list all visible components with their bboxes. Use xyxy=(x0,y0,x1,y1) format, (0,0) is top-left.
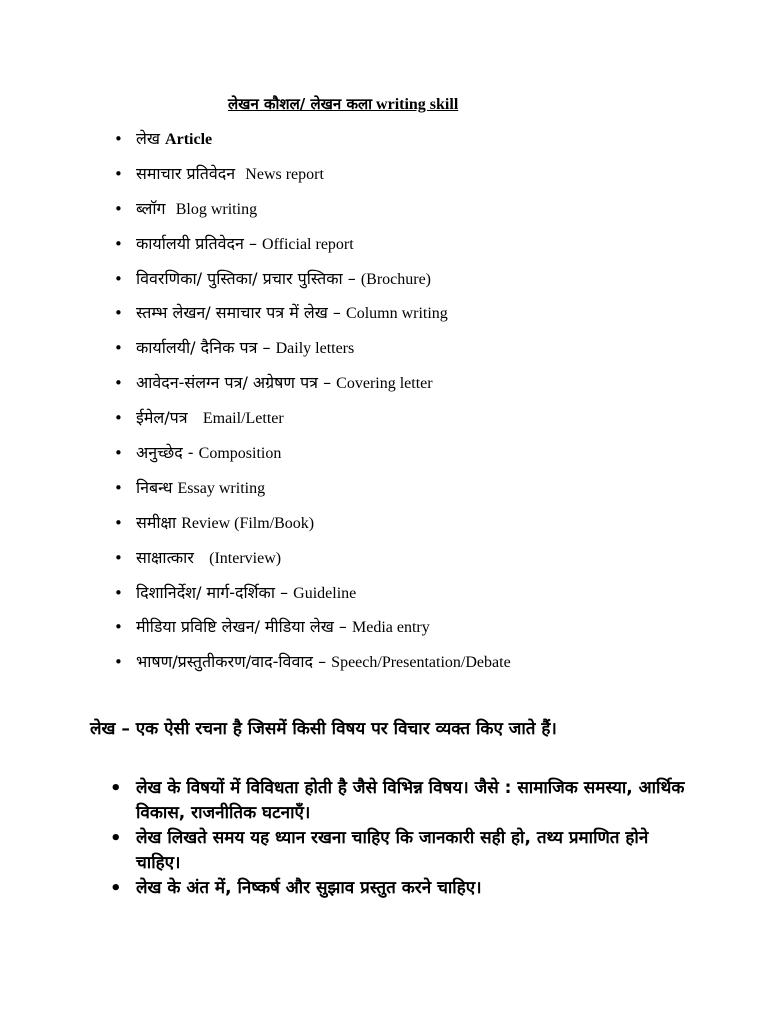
bullet-icon: • xyxy=(110,828,122,849)
list-item-english: Composition xyxy=(198,445,282,463)
list-item-text xyxy=(136,122,212,158)
list-item-separator: – xyxy=(257,338,276,358)
title-english: writing skill xyxy=(376,96,459,113)
bullet-icon: • xyxy=(114,513,123,532)
list-item-text xyxy=(136,436,281,472)
list-item-separator: – xyxy=(243,233,263,253)
list-item-separator: – xyxy=(318,373,337,393)
list-item xyxy=(0,122,768,157)
list-item xyxy=(0,262,768,297)
list-item-english: (Interview) xyxy=(209,549,282,567)
list-item-text xyxy=(136,366,433,402)
list-item xyxy=(0,227,768,262)
list-item-hindi: समाचार प्रतिवेदन xyxy=(136,163,236,183)
bullet-icon: • xyxy=(114,234,123,253)
list-item-hindi: ब्लॉग xyxy=(136,198,166,218)
intro-paragraph: लेख – एक ऐसी रचना है जिसमें किसी विषय पर विचार व्यक्त किए जाते हैं। xyxy=(90,719,557,739)
list-item xyxy=(0,506,768,541)
list-item-english: Blog writing xyxy=(175,200,258,218)
list-item-hindi: समीक्षा xyxy=(136,512,177,532)
list-item-text xyxy=(136,192,257,228)
list-item-text xyxy=(136,331,354,367)
page-title xyxy=(228,94,458,114)
list-item xyxy=(110,826,696,876)
list-item-hindi: कार्यालयी प्रतिवेदन xyxy=(136,233,244,253)
list-item-separator: – xyxy=(333,617,352,637)
list-item xyxy=(0,471,768,506)
bullet-icon: • xyxy=(110,778,122,799)
bullet-icon: • xyxy=(114,653,123,672)
list-item xyxy=(110,776,696,826)
bullet-icon: • xyxy=(114,164,123,183)
list-item-english: Review (Film/Book) xyxy=(181,514,315,532)
list-item xyxy=(0,157,768,192)
list-item-separator xyxy=(235,164,245,183)
list-item xyxy=(0,192,768,227)
list-item xyxy=(0,331,768,366)
list-item-english: Speech/Presentation/Debate xyxy=(331,654,511,672)
bullet-icon: • xyxy=(110,878,122,899)
list-item-english: Column writing xyxy=(346,305,448,323)
list-item-separator: – xyxy=(313,652,332,672)
list-item-separator: – xyxy=(342,268,361,288)
bullet-icon: • xyxy=(114,444,123,463)
list-item-hindi: कार्यालयी/ दैनिक पत्र xyxy=(136,338,258,358)
list-item-text xyxy=(136,471,265,507)
list-item-text xyxy=(136,610,430,646)
list-item-text xyxy=(136,576,356,612)
list-item-hindi: स्तम्भ लेखन/ समाचार पत्र में लेख xyxy=(136,303,328,323)
list-item-separator: – xyxy=(275,582,294,602)
title-hindi: लेखन कौशल/ लेखन कला xyxy=(228,95,373,113)
bullet-icon: • xyxy=(114,478,123,497)
list-item-text xyxy=(136,506,314,542)
list-item-separator xyxy=(188,408,203,427)
points-list xyxy=(0,776,768,901)
list-item-english: Essay writing xyxy=(177,479,266,497)
list-item-english: Guideline xyxy=(293,584,357,602)
bullet-icon: • xyxy=(114,409,123,428)
list-item xyxy=(0,366,768,401)
list-item-text xyxy=(136,645,511,681)
list-item xyxy=(110,876,696,901)
list-item xyxy=(0,645,768,680)
list-item xyxy=(0,401,768,436)
skills-list xyxy=(0,122,768,680)
point-text: लेख के अंत में, निष्कर्ष और सुझाव प्रस्तुत करने चाहिए। xyxy=(136,878,482,898)
list-item-english: (Brochure) xyxy=(360,270,431,288)
list-item xyxy=(0,296,768,331)
list-item-hindi: विवरणिका/ पुस्तिका/ प्रचार पुस्तिका xyxy=(136,268,343,288)
point-text: लेख के विषयों में विविधता होती है जैसे विभिन्न विषय। जैसे : सामाजिक समस्या, आर्थिक विकास, राजनीतिक घटनाएँ। xyxy=(136,778,685,823)
bullet-icon: • xyxy=(114,618,123,637)
list-item-text xyxy=(136,157,324,193)
list-item-hindi: निबन्ध xyxy=(136,477,173,497)
list-item-separator xyxy=(194,548,209,567)
bullet-icon: • xyxy=(114,130,123,148)
list-item-hindi: अनुच्छेद xyxy=(136,443,183,463)
list-item-text xyxy=(136,227,354,263)
point-text: लेख लिखते समय यह ध्यान रखना चाहिए कि जानकारी सही हो, तथ्य प्रमाणित होने चाहिए। xyxy=(136,828,649,873)
list-item-text xyxy=(136,401,284,437)
list-item-text xyxy=(136,541,281,577)
bullet-icon: • xyxy=(114,339,123,358)
list-item-hindi: ईमेल/पत्र xyxy=(136,408,188,428)
bullet-icon: • xyxy=(114,304,123,323)
bullet-icon: • xyxy=(114,583,123,602)
list-item-english: Official report xyxy=(262,235,354,253)
list-item-english: Article xyxy=(165,131,213,148)
list-item-text xyxy=(136,262,431,298)
list-item-hindi: दिशानिर्देश/ मार्ग-दर्शिका xyxy=(136,582,275,602)
list-item-hindi: मीडिया प्रविष्टि लेखन/ मीडिया लेख xyxy=(136,617,334,637)
list-item-english: Daily letters xyxy=(275,340,355,358)
list-item xyxy=(0,610,768,645)
list-item-english: News report xyxy=(245,165,324,183)
list-item xyxy=(0,436,768,471)
bullet-icon: • xyxy=(114,548,123,567)
list-item-hindi: लेख xyxy=(136,129,160,148)
list-item-english: Media entry xyxy=(351,619,430,637)
list-item-text xyxy=(136,296,448,332)
list-item-hindi: भाषण/प्रस्तुतीकरण/वाद-विवाद xyxy=(136,652,313,672)
list-item-hindi: साक्षात्कार xyxy=(136,547,194,567)
list-item xyxy=(0,576,768,611)
list-item-english: Covering letter xyxy=(336,375,433,393)
list-item xyxy=(0,541,768,576)
list-item-english: Email/Letter xyxy=(202,410,284,428)
list-item-hindi: आवेदन-संलग्न पत्र/ अग्रेषण पत्र xyxy=(136,373,318,393)
bullet-icon: • xyxy=(114,199,123,218)
list-item-separator: – xyxy=(327,303,347,323)
list-item-separator xyxy=(166,199,176,218)
bullet-icon: • xyxy=(114,269,123,288)
list-item-separator: - xyxy=(182,443,199,463)
bullet-icon: • xyxy=(114,374,123,393)
